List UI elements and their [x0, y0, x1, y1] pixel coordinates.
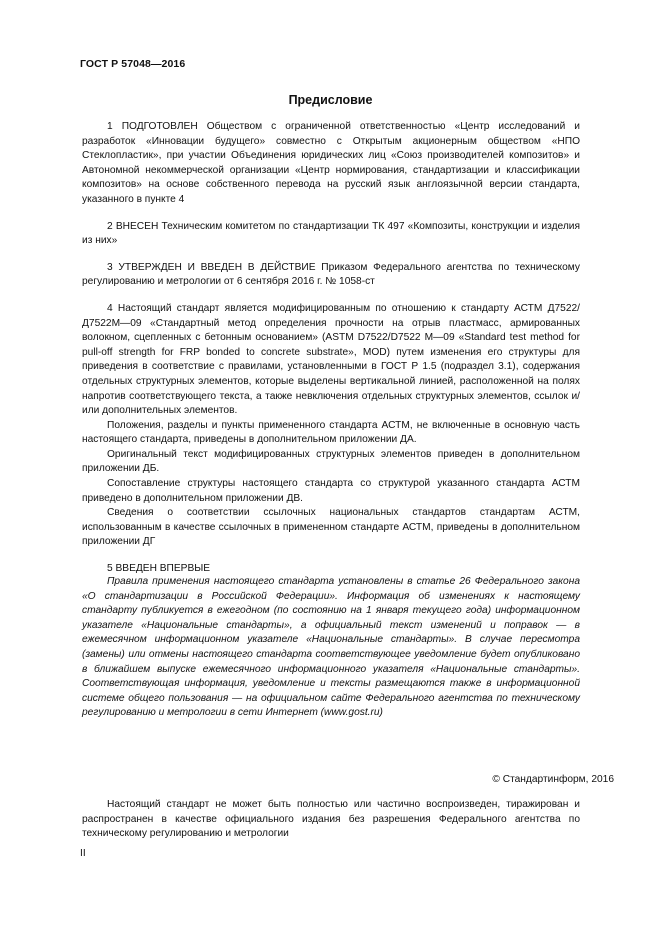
copyright: © Стандартинформ, 2016: [492, 774, 614, 785]
reproduction-text: Настоящий стандарт не может быть полностью или частично воспроизведен, тиражирован и распространен в качестве официального издания без разрешения Федерального агентства по техническому регулированию и метрологии: [82, 799, 580, 840]
reproduction-block: [82, 798, 580, 842]
section-3: 3 УТВЕРЖДЕН И ВВЕДЕН В ДЕЙСТВИЕ Приказом Федерального агентства по техническому регулированию и метрологии от 6 сентября 2016 г. № 1058-ст: [82, 261, 580, 288]
page-title: Предисловие: [288, 93, 373, 107]
section-4-para-5: Сведения о соответствии ссылочных национальных стандартов стандартам АСТМ, использованным в качестве ссылочных в примененном стандарте АСТМ, приведены в дополнительном приложении ДГ: [82, 507, 580, 548]
section-2: 2 ВНЕСЕН Техническим комитетом по стандартизации ТК 497 «Композиты, конструкции и изделия из них»: [82, 220, 580, 247]
notice-text: Правила применения настоящего стандарта установлены в статье 26 Федерального закона «О стандартизации в Российской Федерации». Информация об изменениях к настоящему стандарту публикуется в ежегодном (по состоянию на 1 января текущего года) информационном указателе «Национальные стандарты», а официальный текст изменений и поправок — в ежемесячном информационном указателе «Национальные стандарты». В случае пересмотра (замены) или отмены настоящего стандарта соответствующее уведомление будет опубликовано в ближайшем выпуске ежемесячного информационного указателя «Национальные стандарты». Соответствующая информация, уведомление и тексты размещаются также в информационной системе общего пользования — на официальном сайте Федерального агентства по техническому регулированию и метрологии в сети Интернет (www.gost.ru): [82, 576, 580, 719]
notice-block: [82, 575, 580, 721]
section-4-para-4: Сопоставление структуры настоящего стандарта со структурой указанного стандарта АСТМ приведено в дополнительном приложении ДВ.: [82, 478, 580, 504]
section-4: 4 Настоящий стандарт является модифицированным по отношению к стандарту АСТМ Д7522/Д7522М—09 «Стандартный метод определения прочности на отрыв пластмасс, армированных волокном, сцепленных с бетонным основанием» (ASTM D7522/D7522 M—09 «Standard test method for pull-off strength for FRP bonded to concrete substrate», MOD) путем изменения его структуры для приведения в соответствие с правилами, установленными в ГОСТ Р 1.5 (подраздел 3.1), содержания отдельных структурных элементов, которые выделены вертикальной линией, расположенной на полях напротив соответствующего текста, а также невключения отдельных структурных элементов, ссылок и/или дополнительных элементов.: [82, 302, 580, 417]
section-4-para-2: Положения, разделы и пункты примененного стандарта АСТМ, не включенные в основную часть настоящего стандарта, приведены в дополнительном приложении ДА.: [82, 419, 580, 446]
section-1: 1 ПОДГОТОВЛЕН Обществом с ограниченной ответственностью «Центр исследований и разработок «Инновации будущего» совместно с Открытым акционерным обществом «НПО Стеклопластик», при участии Объединения юридических лиц «Союз производителей композитов» и Автономной некоммерческой организации «Центр нормирования, стандартизации и классификации композитов» на основе собственного перевода на русский язык англоязычной версии стандарта, указанного в пункте 4: [82, 121, 580, 205]
preface-body: [82, 120, 580, 577]
standard-code: ГОСТ Р 57048—2016: [80, 58, 186, 70]
section-5: 5 ВВЕДЕН ВПЕРВЫЕ: [107, 563, 211, 575]
section-4-para-3: Оригинальный текст модифицированных структурных элементов приведен в дополнительном приложении ДБ.: [82, 448, 580, 475]
page-number: II: [80, 848, 86, 859]
